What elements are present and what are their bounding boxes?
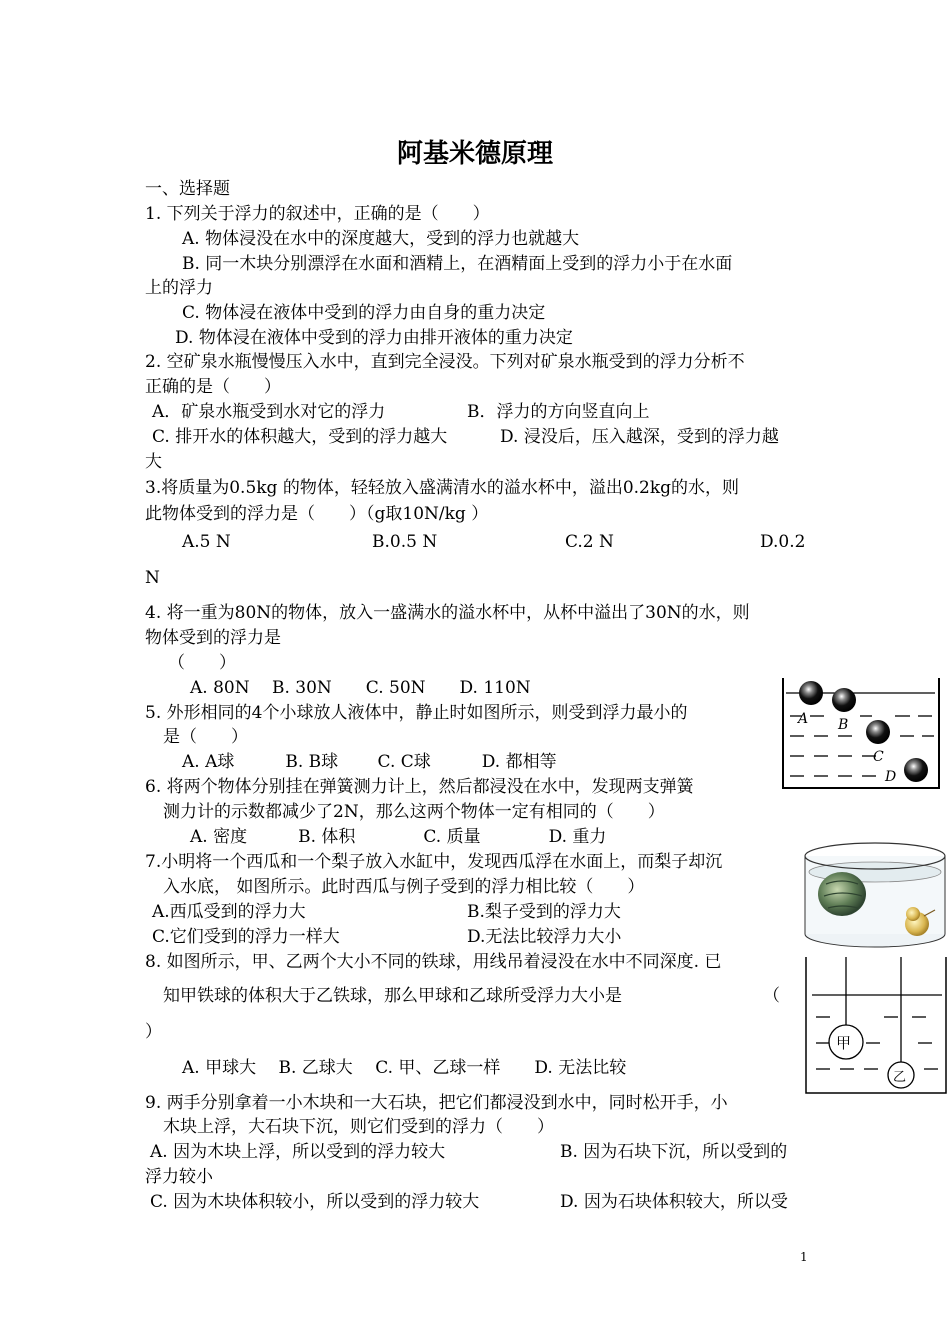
watermelon-pear-figure: [800, 838, 950, 950]
q2-option-c: C. 排开水的体积越大，受到的浮力越大: [152, 427, 448, 447]
q3-option-c: C.2 N: [565, 532, 614, 552]
ball-label-c: C: [873, 749, 884, 765]
q9-option-a: A. 因为木块上浮，所以受到的浮力较大: [150, 1142, 446, 1162]
question-3: 3.将质量为0.5kg 的物体，轻轻放入盛满清水的溢水杯中，溢出0.2kg的水，则: [145, 478, 740, 498]
question-4-cont: 物体受到的浮力是: [145, 628, 281, 648]
ball-label-d: D: [885, 769, 897, 785]
q7-option-b: B.梨子受到的浮力大: [467, 902, 621, 922]
sphere-label-jia: 甲: [836, 1034, 852, 1052]
q4-options: A. 80N B. 30N C. 50N D. 110N: [190, 678, 531, 698]
question-7: 7.小明将一个西瓜和一个梨子放入水缸中，发现西瓜浮在水面上，而梨子却沉: [145, 852, 723, 872]
sphere-label-yi: 乙: [893, 1070, 907, 1085]
page-number: 1: [800, 1250, 808, 1264]
q1-option-b: B. 同一木块分别漂浮在水面和酒精上，在酒精面上受到的浮力小于在水面: [182, 254, 733, 274]
question-8-cont: 知甲铁球的体积大于乙铁球，那么甲球和乙球所受浮力大小是: [163, 986, 622, 1006]
q4-blank: （ ）: [168, 653, 236, 673]
page-title: 阿基米德原理: [396, 139, 553, 169]
question-5-cont: 是（ ）: [163, 727, 248, 747]
question-7-cont: 入水底， 如图所示。此时西瓜与例子受到的浮力相比较（ ）: [163, 877, 645, 897]
q9-option-d: D. 因为石块体积较大，所以受: [560, 1192, 788, 1212]
q7-option-c: C.它们受到的浮力一样大: [152, 927, 340, 947]
q8-bracket-open: （: [763, 986, 780, 1006]
question-4: 4. 将一重为80N的物体，放入一盛满水的溢水杯中，从杯中溢出了30N的水，则: [145, 603, 750, 623]
section-heading: 一、选择题: [145, 179, 230, 199]
q1-option-b-cont: 上的浮力: [145, 278, 213, 298]
question-2: 2. 空矿泉水瓶慢慢压入水中，直到完全浸没。下列对矿泉水瓶受到的浮力分析不: [145, 352, 745, 372]
balls-in-liquid-figure: [780, 676, 942, 792]
question-3-cont: 此物体受到的浮力是（ ）（g取10N/kg ）: [145, 504, 489, 524]
q8-options: A. 甲球大 B. 乙球大 C. 甲、乙球一样 D. 无法比较: [182, 1058, 627, 1078]
hanging-spheres-figure: [800, 955, 950, 1097]
question-6: 6. 将两个物体分别挂在弹簧测力计上，然后都浸没在水中，发现两支弹簧: [145, 777, 694, 797]
ball-label-a: A: [798, 711, 809, 727]
ball-a: [799, 681, 823, 705]
q8-bracket-close: ）: [145, 1022, 162, 1042]
question-1: 1. 下列关于浮力的叙述中，正确的是（ ）: [145, 204, 490, 224]
q3-option-d-cont: N: [145, 568, 160, 588]
q1-option-d: D. 物体浸在液体中受到的浮力由排开液体的重力决定: [175, 328, 573, 348]
q2-option-b: B．浮力的方向竖直向上: [467, 402, 650, 422]
q5-options: A. A球 B. B球 C. C球 D. 都相等: [182, 752, 557, 772]
question-6-cont: 测力计的示数都减少了2N，那么这两个物体一定有相同的（ ）: [163, 802, 665, 822]
q7-option-a: A.西瓜受到的浮力大: [152, 902, 306, 922]
question-9: 9. 两手分别拿着一小木块和一大石块，把它们都浸没到水中，同时松开手，小: [145, 1093, 728, 1113]
q1-option-c: C. 物体浸在液体中受到的浮力由自身的重力决定: [182, 303, 546, 323]
ball-b: [832, 688, 856, 712]
q3-option-d: D.0.2: [760, 532, 806, 552]
ball-d: [904, 758, 928, 782]
question-8: 8. 如图所示，甲、乙两个大小不同的铁球，用线吊着浸没在水中不同深度. 已: [145, 952, 722, 972]
watermelon: [818, 872, 866, 916]
ball-c: [866, 720, 890, 744]
q9-option-b-cont: 浮力较小: [145, 1167, 213, 1187]
q6-options: A. 密度 B. 体积 C. 质量 D. 重力: [190, 827, 607, 847]
ball-label-b: B: [838, 717, 849, 733]
q2-option-a: A．矿泉水瓶受到水对它的浮力: [152, 402, 386, 422]
q2-option-d: D. 浸没后，压入越深，受到的浮力越: [500, 427, 779, 447]
q3-option-b: B.0.5 N: [372, 532, 438, 552]
q2-option-d-cont: 大: [145, 452, 162, 472]
question-5: 5. 外形相同的4个小球放人液体中，静止时如图所示，则受到浮力最小的: [145, 703, 688, 723]
q9-option-b: B. 因为石块下沉，所以受到的: [560, 1142, 788, 1162]
q3-option-a: A.5 N: [182, 532, 231, 552]
q1-option-a: A. 物体浸没在水中的深度越大，受到的浮力也就越大: [182, 229, 580, 249]
q7-option-d: D.无法比较浮力大小: [467, 927, 622, 947]
q9-option-c: C. 因为木块体积较小，所以受到的浮力较大: [150, 1192, 480, 1212]
question-2-cont: 正确的是（ ）: [145, 377, 281, 397]
question-9-cont: 木块上浮，大石块下沉，则它们受到的浮力（ ）: [163, 1117, 554, 1137]
